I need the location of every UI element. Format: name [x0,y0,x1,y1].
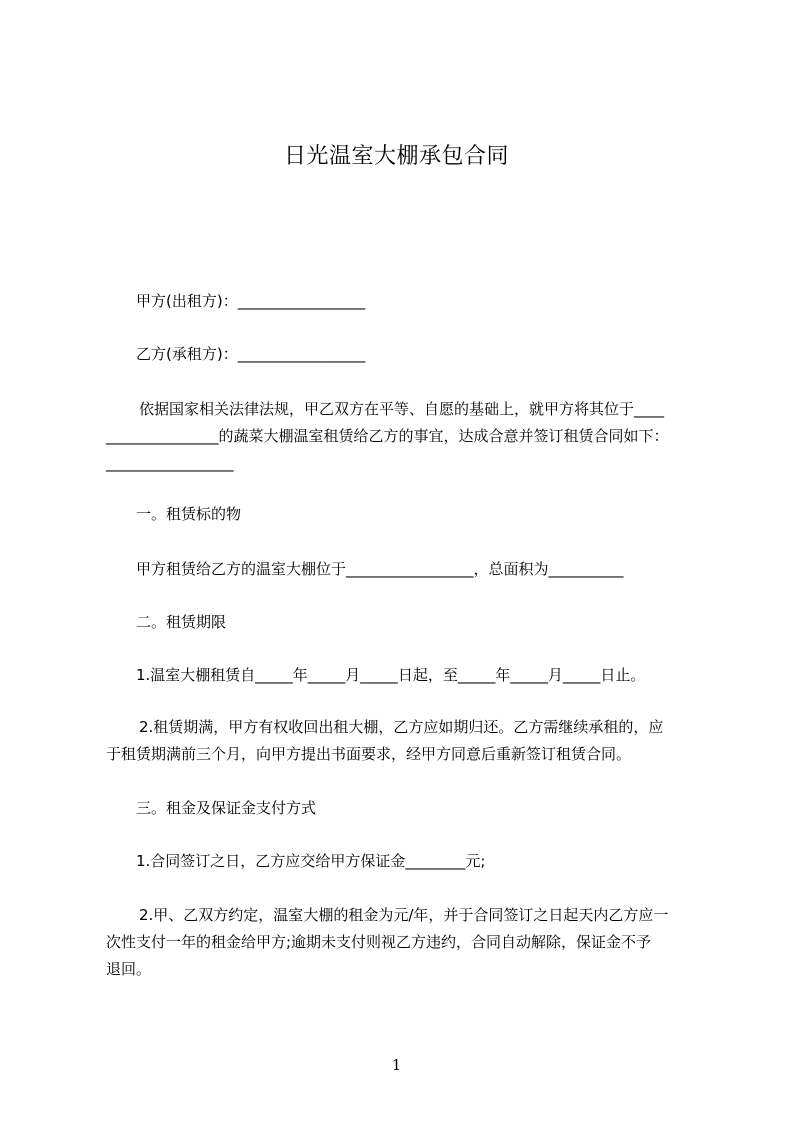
section-1-text: 甲方租赁给乙方的温室大棚位于_________________，总面积为__________ [136,560,624,578]
party-a-line: 甲方(出租方)：_________________ [136,292,366,310]
section-1-heading: 一。租赁标的物 [136,505,242,523]
paragraph-line: 于租赁期满前三个月，向甲方提出书面要求，经甲方同意后重新签订租赁合同。 [106,745,632,763]
preamble-line: _________________ [106,454,234,472]
preamble-line: 依据国家相关法律法规，甲乙双方在平等、自愿的基础上，就甲方将其位于____ [139,400,665,418]
preamble-line: _______________的蔬菜大棚温室租赁给乙方的事宜，达成合意并签订租赁合同如下： [106,427,669,445]
paragraph-line: 2.甲、乙双方约定，温室大棚的租金为元/年，并于合同签订之日起天内乙方应一 [139,906,669,924]
section-2-heading: 二。租赁期限 [136,613,227,631]
section-3-item-1: 1.合同签订之日，乙方应交给甲方保证金________元; [136,852,486,870]
paragraph-line: 次性支付一年的租金给甲方;逾期未支付则视乙方违约，合同自动解除，保证金不予 [106,933,652,951]
section-3-heading: 三。租金及保证金支付方式 [136,799,317,817]
paragraph-line: 退回。 [106,960,152,978]
document-title: 日光温室大棚承包合同 [283,144,509,169]
page-number: 1 [391,1056,402,1074]
party-b-line: 乙方(承租方)：_________________ [136,345,366,363]
paragraph-line: 2.租赁期满，甲方有权收回出租大棚，乙方应如期归还。乙方需继续承租的，应 [139,718,664,736]
section-2-item-1: 1.温室大棚租赁自_____年_____月_____日起，至_____年_____月_____日止。 [136,666,646,684]
